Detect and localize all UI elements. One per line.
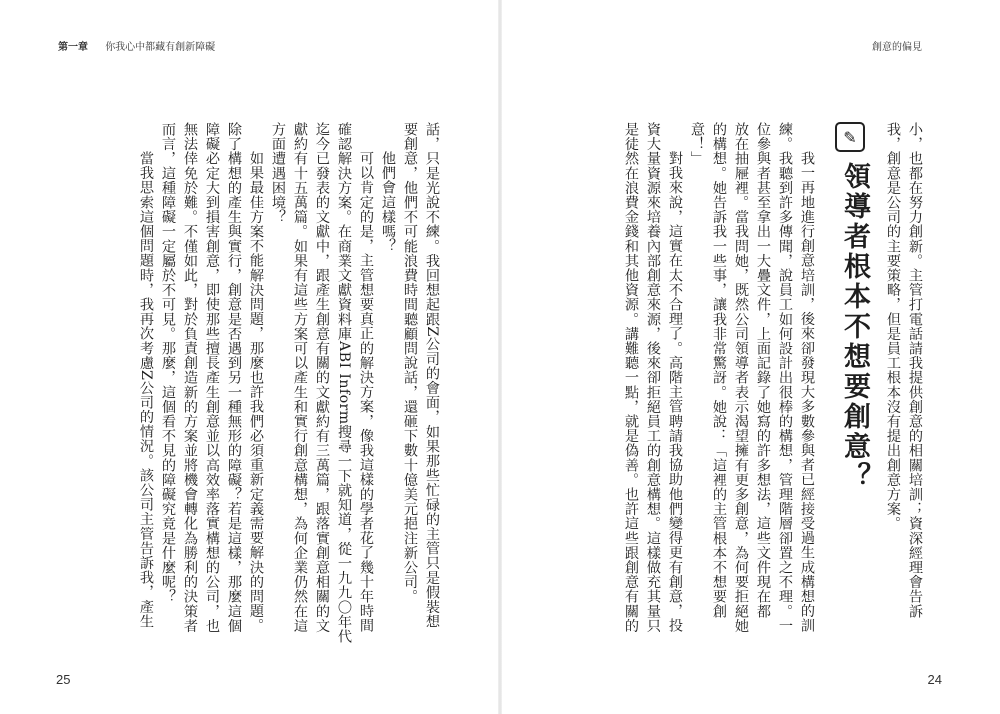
text-column: 我一再地進行創意培訓，後來卻發現大多數參與者已經接受過生成構想的訓 <box>799 151 815 633</box>
page-number-left: 25 <box>56 672 71 687</box>
text-column: 的構想。她告訴我一些事，讓我非常驚訝。她說：「這裡的主管根本不想要創 <box>711 122 727 619</box>
book-spine <box>498 0 502 714</box>
chapter-label: 第一章 <box>58 42 88 53</box>
text-column: 練。我聽到許多傳聞，說員工如何設計出很棒的構想，管理階層卻置之不理。一 <box>777 122 793 633</box>
text-column: 我，創意是公司的主要策略，但是員工根本沒有提出創意方案。 <box>885 122 901 531</box>
section-heading <box>824 122 876 648</box>
text-column: 除了構想的產生與實行，創意是否遇到另一種無形的障礙？若是這樣，那麼這個 <box>226 122 242 633</box>
text-column: 確認解決方案。在商業文獻資料庫ABI Inform搜尋一下就知道，從一九九〇年代 <box>336 122 352 644</box>
text-column: 資大量資源來培養內部創意來源，後來卻拒絕員工的創意構想。這樣做充其量只 <box>645 122 661 633</box>
text-column: 方面遭遇困境？ <box>270 122 286 225</box>
text-column: 放在抽屜裡。當我問她，既然公司領導者表示渴望擁有更多創意，為何要拒絕她 <box>733 122 749 633</box>
text-column: 是徒然在浪費金錢和其他資源。講難聽一點，就是偽善。也許這些跟創意有關的 <box>623 122 639 633</box>
text-column: 迄今已發表的文獻中，跟產生創意有關的文獻約有三萬篇，跟落實創意相關的文 <box>314 122 330 633</box>
section-heading-text: 領導者根本不想要創意？ <box>839 162 870 492</box>
text-column: 意！」 <box>689 122 705 166</box>
left-page-body <box>70 122 443 648</box>
text-column: 獻約有十五萬篇。如果有這些方案可以產生和實行創意構想，為何企業仍然在這 <box>292 122 308 633</box>
text-column: 當我思索這個問題時，我再次考慮Z公司的情況。該公司主管告訴我，產生 <box>138 151 154 629</box>
text-column: 位參與者甚至拿出一大疊文件，上面記錄了她寫的許多想法，這些文件現在都 <box>755 122 771 619</box>
chapter-title: 你我心中都藏有創新障礙 <box>105 42 216 53</box>
right-page-body <box>568 122 926 648</box>
text-column: 要創意，他們不可能浪費時間聽顧問說話，還砸下數十億美元挹注新公司。 <box>402 122 418 604</box>
text-column: 如果最佳方案不能解決問題，那麼也許我們必須重新定義需要解決的問題。 <box>248 151 264 633</box>
text-column: 無法倖免於難。不僅如此，對於負責創造新的方案並將機會轉化為勝利的決策者 <box>182 122 198 633</box>
text-column: 可以肯定的是，主管想要真正的解決方案，像我這樣的學者花了幾十年時間 <box>358 151 374 633</box>
text-column: 障礙必定大到損害創意，即使那些擅長產生創意並以高效率落實構想的公司，也 <box>204 122 220 633</box>
page-number-right: 24 <box>927 672 942 687</box>
pencil-check-icon: ✎ <box>835 122 865 152</box>
right-running-header: 創意的偏見 <box>872 42 922 53</box>
text-column: 小，也都在努力創新。主管打電話請我提供創意的相關培訓；資深經理會告訴 <box>907 122 923 619</box>
left-running-header <box>58 38 215 53</box>
text-column: 而言，這種障礙一定屬於不可見。那麼，這個看不見的障礙究竟是什麼呢？ <box>160 122 176 604</box>
text-column: 對我來說，這實在太不合理了。高階主管聘請我協助他們變得更有創意，投 <box>667 151 683 633</box>
text-column: 話，只是光說不練。我回想起跟Z公司的會面，如果那些忙碌的主管只是假裝想 <box>424 122 440 629</box>
text-column: 他們會這樣嗎？ <box>380 151 396 254</box>
